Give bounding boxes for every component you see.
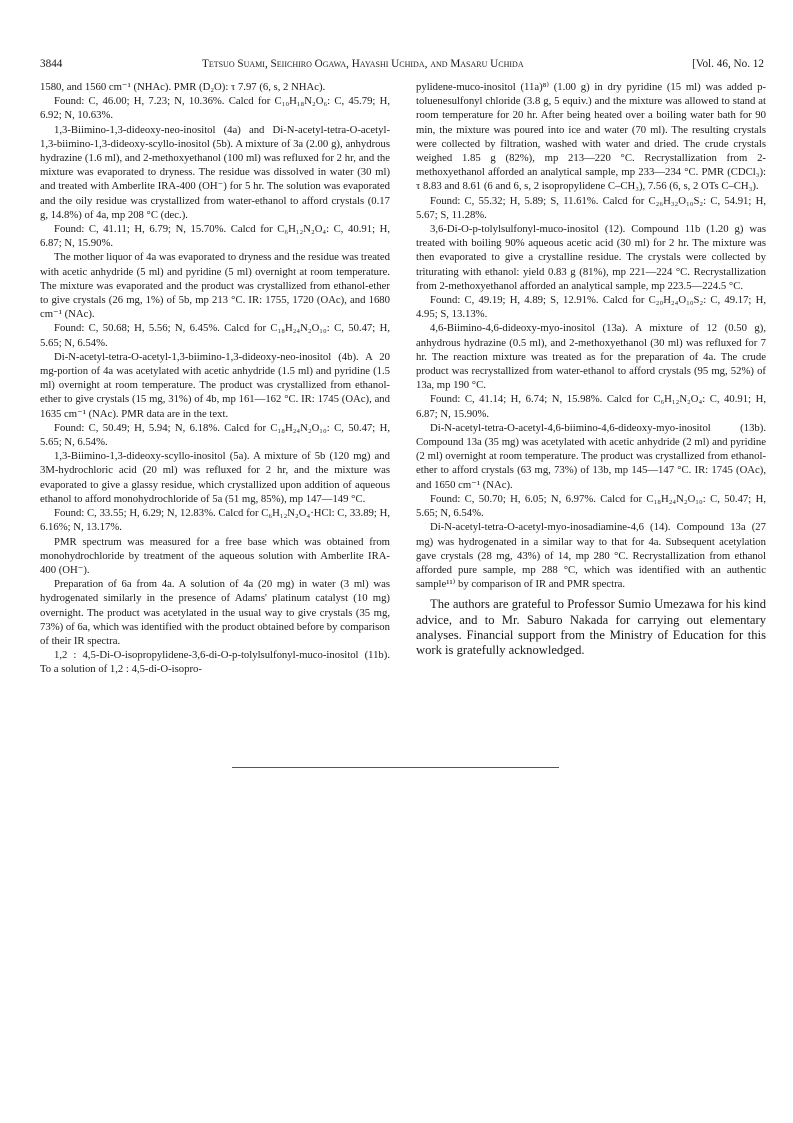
right-column — [416, 80, 766, 659]
paragraph: 1,3-Biimino-1,3-dideoxy-scyllo-inositol (5a). A mixture of 5b (120 mg) and 3M-hydrochloric acid (20 ml) was refluxed for 2 hr, and the mixture was evaporated to give a glassy residue, which crystallized upon addition of aqueous ethanol to afford monohydrochloride of 5a (51 mg, 85%), mp 147—149 °C. — [40, 450, 390, 505]
acknowledgment: The authors are grateful to Professor Sumio Umezawa for his kind advice, and to Mr. Saburo Nakada for carrying out elementary analyses. Financial support from the Ministry of Education for this work is gratefully acknowledged. — [416, 597, 766, 658]
paragraph: 1580, and 1560 cm⁻¹ (NHAc). PMR (D₂O): τ 7.97 (6, s, 2 NHAc). — [40, 81, 326, 93]
paragraph: Found: C, 55.32; H, 5.89; S, 11.61%. Calcd for C₂₆H₃₂O₁₀S₂: C, 54.91; H, 5.67; S, 11.28%. — [416, 194, 766, 221]
paragraph: Found: C, 41.11; H, 6.79; N, 15.70%. Calcd for C₆H₁₂N₂O₄: C, 40.91; H, 6.87; N, 15.90%. — [40, 223, 390, 250]
paragraph: Found: C, 33.55; H, 6.29; N, 12.83%. Calcd for C₆H₁₂N₂O₄·HCl: C, 33.89; H, 6.16%; N, 13.17%. — [40, 507, 390, 534]
paragraph: Di-N-acetyl-tetra-O-acetyl-4,6-biimino-4,6-dideoxy-myo-inositol (13b). Compound 13a (35 mg) was acetylated with acetic anhydride (2 ml) and pyridine (2 ml) overnight at room temperature. The product was crystallized from ethanol-ether to afford crystals (63 mg, 73%) of 13b, mp 145—147 °C. IR: 1745 (OAc), and 1650 cm⁻¹ (NAc). — [416, 421, 766, 491]
paragraph: pylidene-muco-inositol (11a)⁸⁾ (1.00 g) in dry pyridine (15 ml) was added p-toluenesulfonyl chloride (3.8 g, 5 equiv.) and the mixture was allowed to stand at room temperature for 20 hr. After being heated over a boiling water bath for 90 min, the mixture was poured into ice and water (70 ml). The resulting crystals were collected by filtration, washed with water and dried. The crude crystals weighed 1.85 g (82%), mp 213—220 °C. Recrystallization from 2-methoxyethanol afforded an analytical sample, mp 233—234 °C. PMR (CDCl₃): τ 8.83 and 8.61 (6 and 6, s, 2 isopropylidene C–CH₃), 7.56 (6, s, 2 OTs C–CH₃). — [416, 81, 766, 193]
paragraph: Found: C, 49.19; H, 4.89; S, 12.91%. Calcd for C₂₀H₂₄O₁₀S₂: C, 49.17; H, 4.95; S, 13.13%. — [416, 294, 766, 321]
paragraph: Found: C, 50.49; H, 5.94; N, 6.18%. Calcd for C₁₈H₂₄N₂O₁₀: C, 50.47; H, 5.65; N, 6.54%. — [40, 421, 390, 449]
left-column — [40, 80, 390, 677]
paragraph: Found: C, 50.70; H, 6.05; N, 6.97%. Calcd for C₁₈H₂₄N₂O₁₀: C, 50.47; H, 5.65; N, 6.54%. — [416, 492, 766, 520]
paragraph: 4,6-Biimino-4,6-dideoxy-myo-inositol (13a). A mixture of 12 (0.50 g), anhydrous hydrazine (0.5 ml), and 2-methoxyethanol (30 ml) was refluxed for 7 hr. The reaction mixture was treated as for the preparation of 4a. The crude product was recrystallized from water-ethanol to afford crystals (95 mg, 52%) of 13a, mp 190 °C. — [416, 322, 766, 392]
end-rule — [232, 767, 559, 768]
page-number: 3844 — [40, 58, 63, 70]
paragraph: Preparation of 6a from 4a. A solution of 4a (20 mg) in water (3 ml) was hydrogenated similarly in the presence of Adams' platinum catalyst (10 mg) overnight. The product was acetylated in the usual way to give crystals (35 mg, 73%) of 6a, which was identified with the product obtained before by comparison of their IR spectra. — [40, 578, 390, 647]
paragraph: Found: C, 41.14; H, 6.74; N, 15.98%. Calcd for C₆H₁₂N₂O₄: C, 40.91; H, 6.87; N, 15.90%. — [416, 393, 766, 420]
paragraph: PMR spectrum was measured for a free base which was obtained from monohydrochloride by treatment of the aqueous solution with Amberlite IRA-400 (OH⁻). — [40, 535, 390, 576]
paragraph: 1,3-Biimino-1,3-dideoxy-neo-inositol (4a) and Di-N-acetyl-tetra-O-acetyl-1,3-biimino-1,3-dideoxy-scyllo-inositol (5b). A mixture of 3a (2.00 g), anhydrous hydrazine (1.6 ml), and 2-methoxyethanol (100 ml) was refluxed for 2 hr, and the mixture was evaporated to dryness. The residue was dissolved in water (30 ml) and treated with Amberlite IRA-400 (OH⁻) for 5 hr. The solution was evaporated and the oily residue was crystallized from water-ethanol to afford crystals (0.17 g, 14.8%) of 4a, mp 208 °C (dec.). — [40, 123, 390, 221]
volume-info: [Vol. 46, No. 12 — [692, 58, 764, 70]
paragraph: 1,2 : 4,5-Di-O-isopropylidene-3,6-di-O-p-tolylsulfonyl-muco-inositol (11b). To a solution of 1,2 : 4,5-di-O-isopro- — [40, 649, 390, 676]
paragraph: The mother liquor of 4a was evaporated to dryness and the residue was treated with acetic anhydride (5 ml) and pyridine (5 ml) overnight at room temperature. The mixture was evaporated and the product was crystallized from ethanol-ether to give crystals (26 mg, 1%) of 5b, mp 213 °C. IR: 1755, 1720 (OAc), and 1680 cm⁻¹ (NAc). — [40, 251, 390, 321]
paragraph: Di-N-acetyl-tetra-O-acetyl-1,3-biimino-1,3-dideoxy-neo-inositol (4b). A 20 mg-portion of 4a was acetylated with acetic anhydride (1.5 ml) and pyridine (1.5 ml) overnight at room temperature. The product was crystallized from ethanol-ether to give crystals (15 mg, 31%) of 4b, mp 161—162 °C. IR: 1745 (OAc), and 1635 cm⁻¹ (NAc). PMR data are in the text. — [40, 350, 390, 420]
paragraph: Di-N-acetyl-tetra-O-acetyl-myo-inosadiamine-4,6 (14). Compound 13a (27 mg) was hydrogenated in a similar way to that for 4a. Subsequent acetylation gave crystals (28 mg, 43%) of 14, mp 280 °C. Recrystallization from ethanol afforded pure sample, mp 288 °C, which was identified with an authentic sample¹¹⁾ by comparison of IR and PMR spectra. — [416, 521, 766, 591]
running-authors: Tetsuo Suami, Seiichiro Ogawa, Hayashi Uchida, and Masaru Uchida — [202, 58, 524, 70]
paragraph: Found: C, 50.68; H, 5.56; N, 6.45%. Calcd for C₁₈H₂₄N₂O₁₀: C, 50.47; H, 5.65; N, 6.54%. — [40, 322, 390, 349]
paragraph: Found: C, 46.00; H, 7.23; N, 10.36%. Calcd for C₁₀H₁₈N₂O₆: C, 45.79; H, 6.92; N, 10.63%. — [40, 95, 390, 122]
paragraph: 3,6-Di-O-p-tolylsulfonyl-muco-inositol (12). Compound 11b (1.20 g) was treated with boiling 90% aqueous acetic acid (30 ml) for 2 hr. The mixture was then evaporated to give a crystalline residue. The crystals were collected by triturating with ethanol: yield 0.83 g (81%), mp 221—224 °C. Recrystallization from 2-methoxyethanol afforded an analytical sample, mp 223.5—224.5 °C. — [416, 223, 766, 292]
